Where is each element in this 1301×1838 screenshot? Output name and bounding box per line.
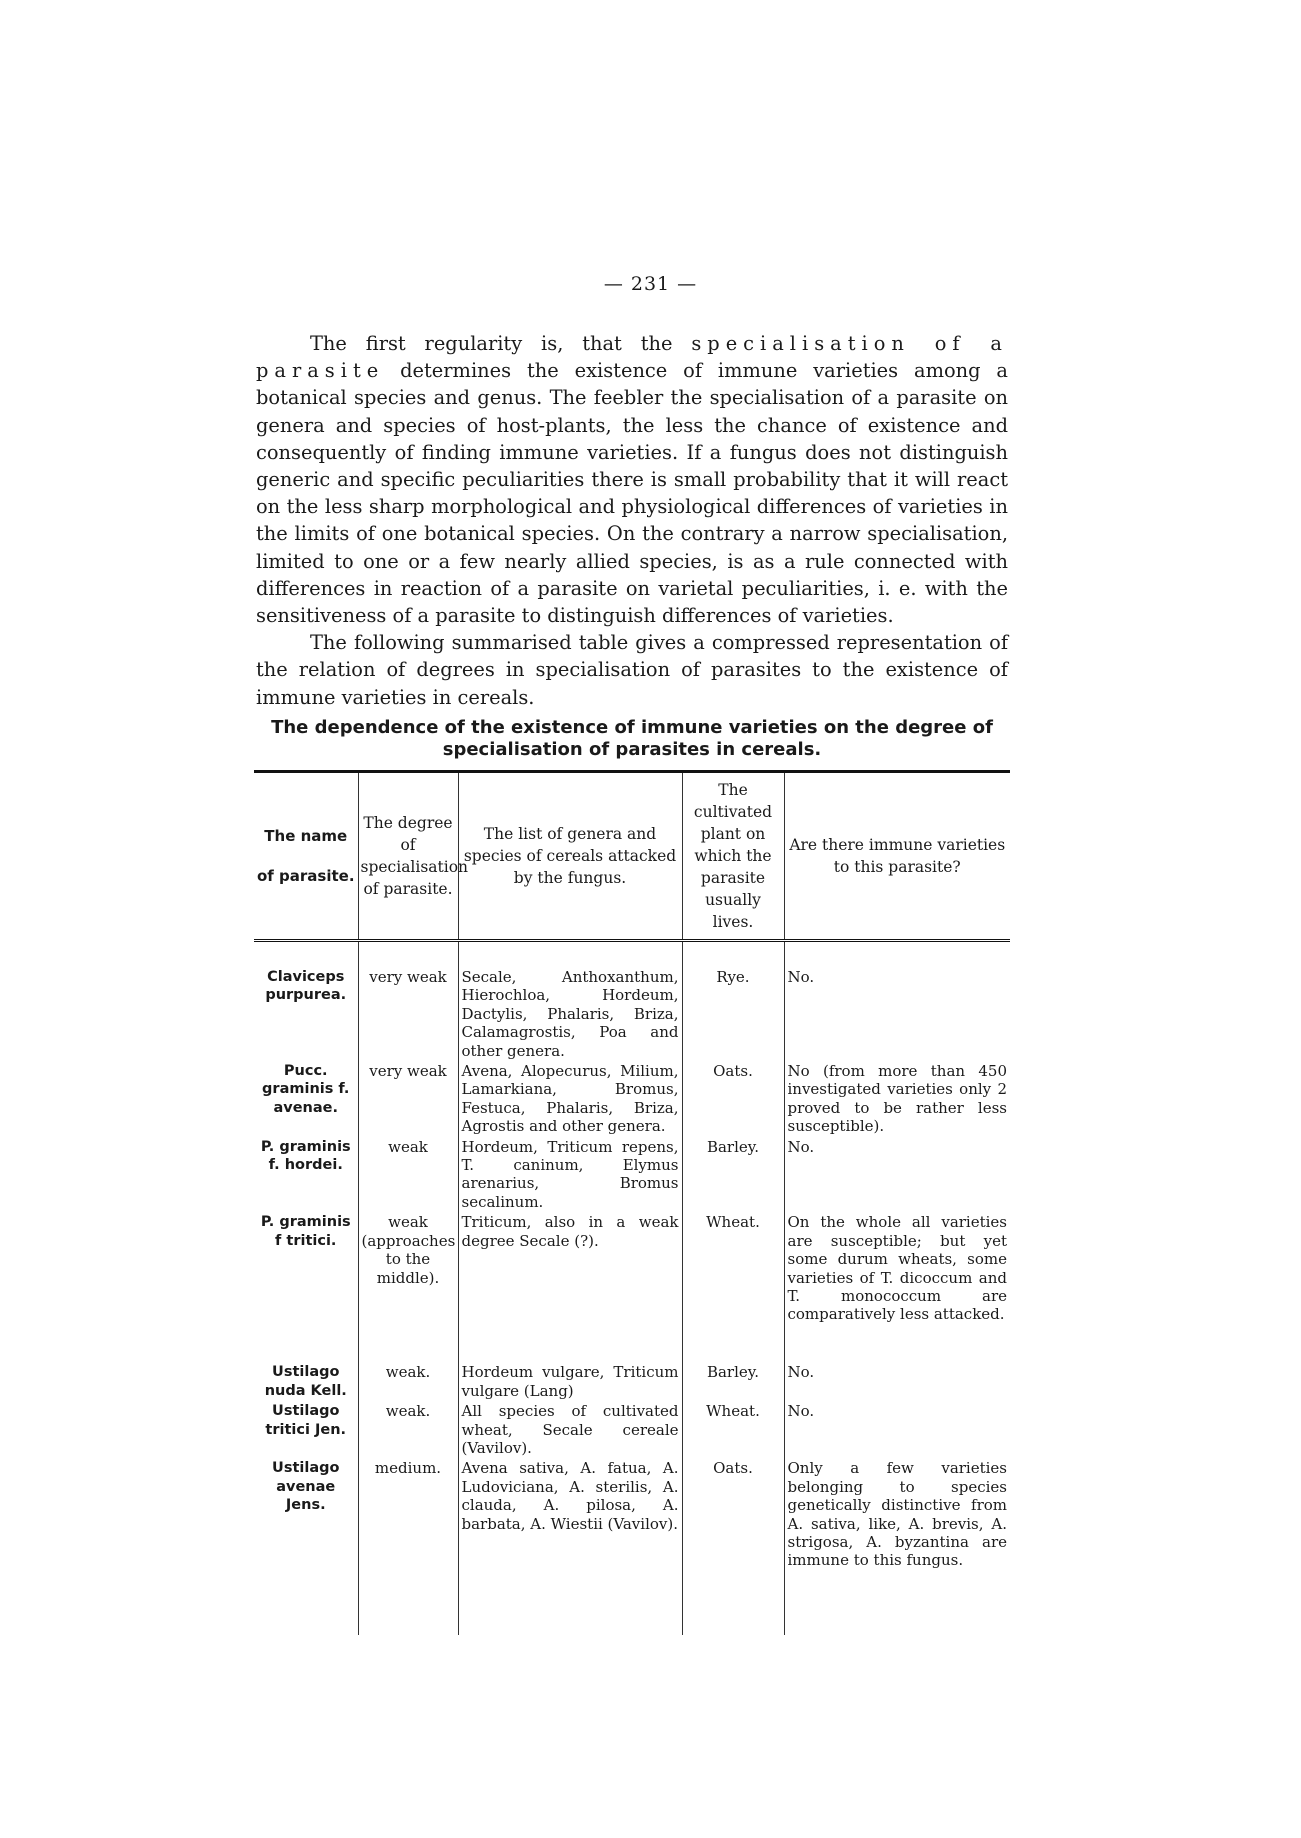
- paragraph-1: [256, 330, 1008, 629]
- paragraph-2: The following summarised table gives a compressed representation of the relation of degrees in specialisation of parasites to the existence of immune varieties in cereals.: [256, 631, 1008, 709]
- cell-genera-list: Triticum, also in a weak degree Secale (?).: [458, 1211, 682, 1361]
- table-row: [254, 1060, 1010, 1136]
- cell-genera-list: Hordeum, Triticum repens, T. caninum, Elymus arenarius, Bromus secalinum.: [458, 1136, 682, 1212]
- cell-immune-varieties: No.: [784, 1361, 1010, 1400]
- cell-cultivated-plant: Barley.: [682, 1361, 784, 1400]
- cell-cultivated-plant: Wheat.: [682, 1211, 784, 1361]
- cell-genera-list: Avena sativa, A. fatua, A. Ludoviciana, A. sterilis, A. clauda, A. pilosa, A. barbata, A. Wiestii (Vavilov).: [458, 1457, 682, 1635]
- cell-cultivated-plant: Rye.: [682, 941, 784, 1061]
- emphasized-phrase: specialisation of a parasite: [256, 332, 1008, 383]
- cell-genera-list: Secale, Anthoxanthum, Hierochloa, Hordeum, Dactylis, Phalaris, Briza, Calamagrostis, Poa and other genera.: [458, 941, 682, 1061]
- header-cultivated-plant: The cultivated plant on which the parasite usually lives.: [682, 772, 784, 941]
- cell-immune-varieties: Only a few varieties belonging to species genetically distinctive from A. sativa, like, A. brevis, A. strigosa, A. byzantina are immune to this fungus.: [784, 1457, 1010, 1635]
- page-number: — 231 —: [603, 273, 698, 295]
- cell-degree: weak.: [358, 1361, 458, 1400]
- cell-genera-list: Hordeum vulgare, Triticum vulgare (Lang): [458, 1361, 682, 1400]
- cell-parasite-name: P. graminis f. hordei.: [260, 1138, 351, 1174]
- cell-cultivated-plant: Oats.: [682, 1457, 784, 1635]
- header-parasite-name: The name of parasite.: [254, 772, 358, 941]
- cell-degree: medium.: [358, 1457, 458, 1635]
- table-row: [254, 1211, 1010, 1361]
- cell-immune-varieties: No (from more than 450 investigated varieties only 2 proved to be rather less susceptible).: [784, 1060, 1010, 1136]
- cell-parasite-name: Ustilago nuda Kell.: [264, 1364, 347, 1399]
- cell-genera-list: Avena, Alopecurus, Milium, Lamarkiana, Bromus, Festuca, Phalaris, Briza, Agrostis and other genera.: [458, 1060, 682, 1136]
- cell-parasite-name: Ustilago tritici Jen.: [265, 1403, 347, 1438]
- paragraph-1-rest: determines the existence of immune varieties among a botanical species and genus. The feebler the specialisation of a parasite on genera and species of host-plants, the less the chance of existence and consequently of finding immune varieties. If a fungus does not distinguish generic and specific peculiarities there is small probability that it will react on the less sharp morphological and physiological differences of varieties in the limits of one botanical species. On the contrary a narrow specialisation, limited to one or a few nearly allied species, is as a rule connected with differences in reaction of a parasite on varietal peculiarities, i. e. with the sensitiveness of a parasite to distinguish differences of varieties.: [256, 359, 1008, 628]
- cell-parasite-name: Claviceps purpurea.: [265, 969, 347, 1004]
- paragraph-1-lead: The first regularity is, that the: [310, 332, 692, 355]
- cell-degree: weak: [358, 1136, 458, 1212]
- cell-degree: weak.: [358, 1400, 458, 1457]
- parasite-specialisation-table: [254, 770, 1010, 1635]
- cell-genera-list: All species of cultivated wheat, Secale cereale (Vavilov).: [458, 1400, 682, 1457]
- cell-immune-varieties: No.: [784, 1400, 1010, 1457]
- table-row: [254, 941, 1010, 1061]
- data-table-container: [254, 770, 1010, 1635]
- table-header-row: [254, 772, 1010, 941]
- header-immune-varieties: Are there immune varieties to this parasite?: [784, 772, 1010, 941]
- cell-immune-varieties: On the whole all varieties are susceptible; but yet some durum wheats, some varieties of T. dicoccum and T. monococcum are comparatively less attacked.: [784, 1211, 1010, 1361]
- table-title: The dependence of the existence of immune varieties on the degree of specialisation of parasites in cereals.: [271, 717, 993, 760]
- cell-degree: very weak: [358, 941, 458, 1061]
- cell-cultivated-plant: Wheat.: [682, 1400, 784, 1457]
- cell-cultivated-plant: Oats.: [682, 1060, 784, 1136]
- cell-immune-varieties: No.: [784, 941, 1010, 1061]
- cell-immune-varieties: No.: [784, 1136, 1010, 1212]
- body-text: [256, 330, 1008, 711]
- cell-degree: very weak: [358, 1060, 458, 1136]
- table-row: [254, 1361, 1010, 1400]
- cell-parasite-name: P. graminis f tritici.: [260, 1214, 351, 1249]
- table-row: [254, 1136, 1010, 1212]
- header-degree: The degree of specialisation of parasite.: [358, 772, 458, 941]
- table-row: [254, 1457, 1010, 1635]
- cell-degree: weak (approaches to the middle).: [358, 1211, 458, 1361]
- cell-parasite-name: Ustilago avenae Jens.: [272, 1460, 340, 1514]
- header-genera-list: The list of genera and species of cereals attacked by the fungus.: [458, 772, 682, 941]
- cell-cultivated-plant: Barley.: [682, 1136, 784, 1212]
- cell-parasite-name: Pucc. graminis f. avenae.: [262, 1063, 350, 1116]
- table-row: [254, 1400, 1010, 1457]
